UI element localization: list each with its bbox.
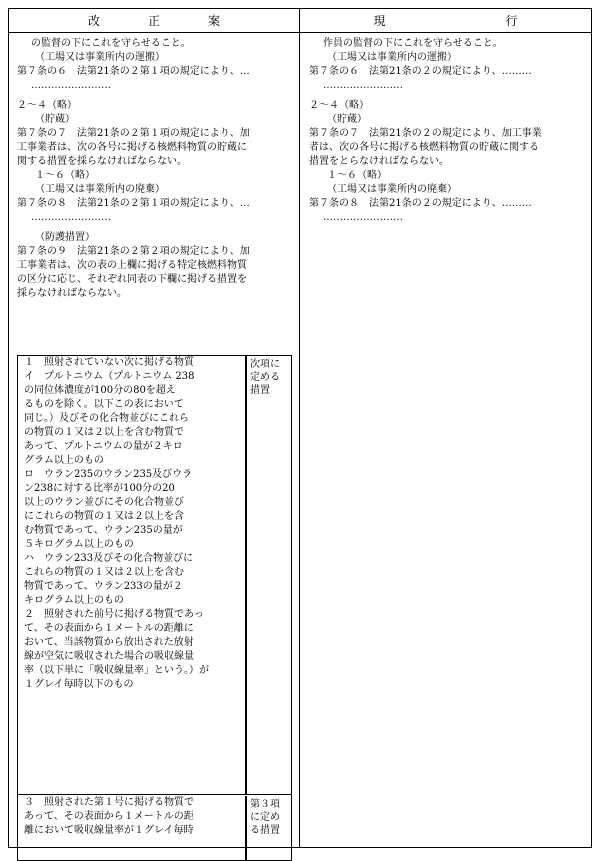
text-line: の物質の１又は２以上を含む物質で xyxy=(24,427,184,438)
text-line: 関する措置を採らなければならない。 xyxy=(17,156,187,167)
text-line: 工事業者は、次の各号に掲げる核燃料物質の貯蔵に xyxy=(17,142,247,153)
text-line: ２ 照射された前号に掲げる物質であっ xyxy=(24,609,204,620)
text-line: 第７条の８ 法第21条の２第１項の規定により、… xyxy=(17,198,250,209)
text-line: 採らなければならない。 xyxy=(17,288,127,299)
text-line: の区分に応じ、それぞれ同表の下欄に掲げる措置を xyxy=(17,274,247,285)
text-line: るものを除く。以下この表において xyxy=(24,399,184,410)
text-line: 線が空気に吸収された場合の吸収線量 xyxy=(24,651,194,662)
text-line: （貯蔵） xyxy=(35,114,75,125)
text-line: あって、その表面から１メートルの距 xyxy=(24,811,194,822)
text-line: あって、プルトニウムの量が２キロ xyxy=(24,441,183,452)
text-line: 同じ。）及びその化合物並びにこれら xyxy=(24,413,189,424)
text-line: これらの物質の１又は２以上を含む xyxy=(24,567,184,578)
revised-text-column xyxy=(17,37,289,301)
text-line: …………………… xyxy=(31,80,111,91)
current-text-column xyxy=(309,37,581,225)
comparison-table xyxy=(8,8,592,848)
text-line: 離において吸収線量率が１グレイ毎時 xyxy=(24,825,194,836)
text-line: １ 照射されていない次に掲げる物質 xyxy=(24,357,194,368)
text-line: 工事業者は、次の表の上欄に掲げる特定核燃料物質 xyxy=(17,260,247,271)
header-current: 現 行 xyxy=(300,9,591,33)
text-line: 措置をとらなければならない。 xyxy=(309,156,449,167)
table-row-2-measure: 第３項に定める措置 xyxy=(246,796,291,860)
text-line: 第７条の７ 法第21条の２の規定により、加工事業 xyxy=(309,128,542,139)
table-row-divider xyxy=(18,794,291,795)
text-line: て、その表面から１メートルの距離に xyxy=(24,623,194,634)
text-line: （工場又は事業所内の運搬） xyxy=(35,52,165,63)
text-line: イ プルトニウム（プルトニウム 238 xyxy=(24,371,195,382)
column-divider xyxy=(299,9,300,847)
text-line: グラム以上のもの xyxy=(24,455,104,466)
text-line: １～６（略） xyxy=(327,170,387,181)
text-line: 率（以下単に「吸収線量率」という。）が xyxy=(24,665,209,676)
text-line: …………………… xyxy=(31,212,111,223)
text-line: （工場又は事業所内の廃棄） xyxy=(35,184,165,195)
text-line: …………………… xyxy=(323,212,403,223)
text-line: （防護措置） xyxy=(35,232,95,243)
text-line: おいて、当該物質から放出された放射 xyxy=(24,637,194,648)
protection-measures-table xyxy=(17,355,292,861)
text-line: （工場又は事業所内の運搬） xyxy=(327,52,457,63)
text-line: ２～４（略） xyxy=(17,100,77,111)
text-line: キログラム以上のもの xyxy=(24,595,124,606)
text-line: 以上のウラン並びにその化合物並び xyxy=(24,497,184,508)
text-line: ３ 照射された第１号に掲げる物質で xyxy=(24,797,194,808)
text-line: 第７条の６ 法第21条の２の規定により、……… xyxy=(309,66,532,77)
text-line: （工場又は事業所内の廃棄） xyxy=(327,184,457,195)
text-line: の同位体濃度が100分の80を超え xyxy=(24,385,176,396)
table-row-1-measure: 次項に定める措置 xyxy=(246,356,291,794)
header-revised: 改 正 案 xyxy=(9,9,300,33)
text-line: 第７条の９ 法第21条の２第２項の規定により、加 xyxy=(17,246,250,257)
text-line: ロ ウラン235のウラン235及びウラ xyxy=(24,469,193,480)
text-line: ５キログラム以上のもの xyxy=(24,539,134,550)
table-row-2-material xyxy=(18,796,246,860)
text-line: ２～４（略） xyxy=(309,100,369,111)
text-line: …………………… xyxy=(323,80,403,91)
text-line: ン238に対する比率が100分の20 xyxy=(24,483,175,494)
text-line: の監督の下にこれを守らせること。 xyxy=(31,38,191,49)
text-line: 物質であって、ウラン233の量が２ xyxy=(24,581,183,592)
text-line: （貯蔵） xyxy=(327,114,367,125)
text-line: 第７条の６ 法第21条の２第１項の規定により、… xyxy=(17,66,250,77)
text-line: 第７条の８ 法第21条の２の規定により、……… xyxy=(309,198,532,209)
text-line: にこれらの物質の１又は２以上を含 xyxy=(24,511,184,522)
table-row-1-material xyxy=(18,356,246,794)
text-line: 第７条の７ 法第21条の２第１項の規定により、加 xyxy=(17,128,250,139)
text-line: １～６（略） xyxy=(35,170,95,181)
text-line: 者は、次の各号に掲げる核燃料物質の貯蔵に関する xyxy=(309,142,539,153)
text-line: 作員の監督の下にこれを守らせること。 xyxy=(323,38,503,49)
text-line: ハ ウラン233及びその化合物並びに xyxy=(24,553,194,564)
text-line: １グレイ毎時以下のもの xyxy=(24,679,134,690)
text-line: む物質であって、ウラン235の量が xyxy=(24,525,183,536)
